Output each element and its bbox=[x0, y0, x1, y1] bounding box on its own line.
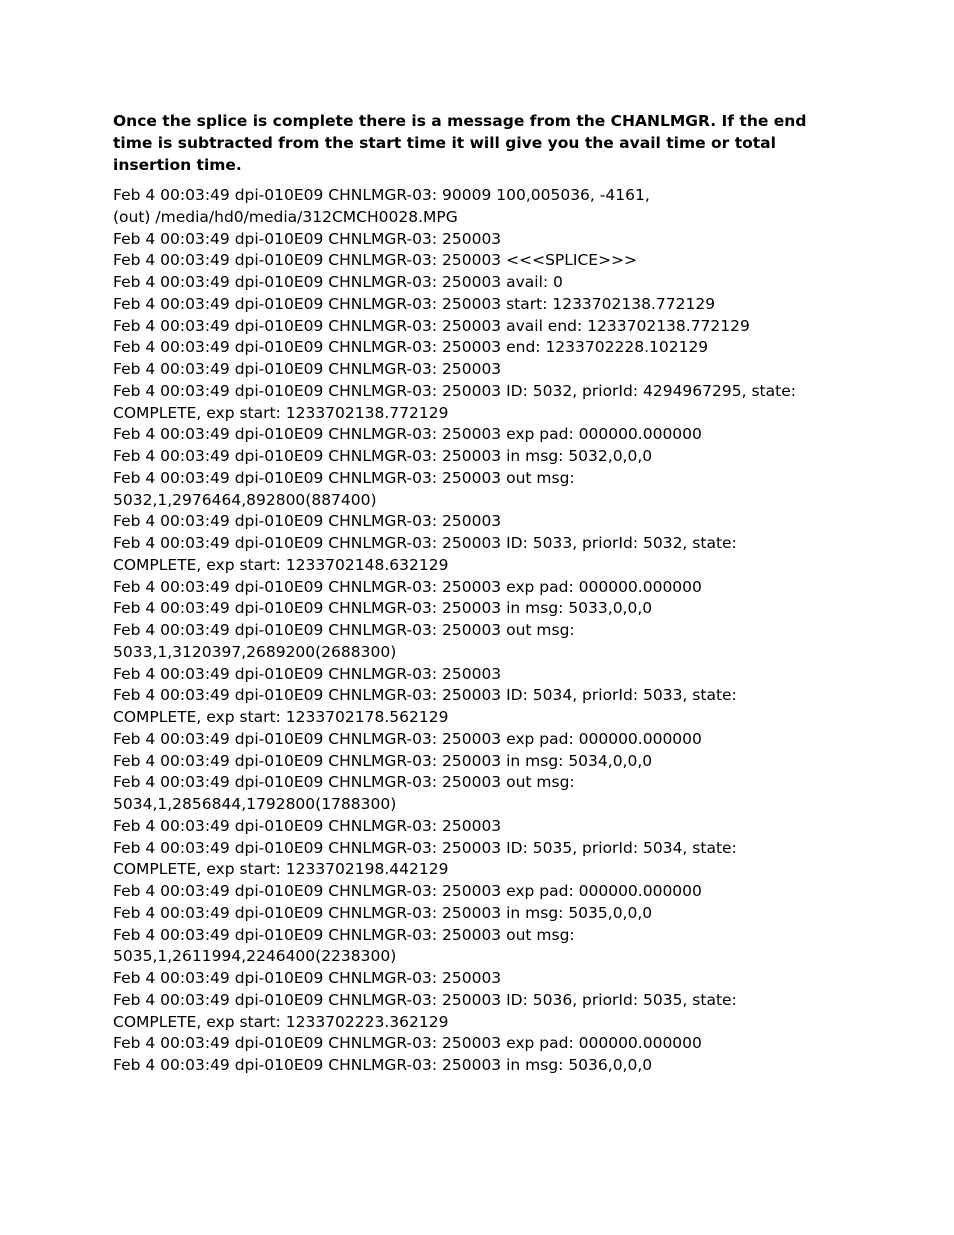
log-line: Feb 4 00:03:49 dpi-010E09 CHNLMGR-03: 250003 end: 1233702228.102129 bbox=[113, 338, 709, 357]
log-line: COMPLETE, exp start: 1233702198.442129 bbox=[113, 860, 449, 879]
log-line: Feb 4 00:03:49 dpi-010E09 CHNLMGR-03: 250003 exp pad: 000000.000000 bbox=[113, 1034, 702, 1053]
log-line: 5035,1,2611994,2246400(2238300) bbox=[113, 947, 397, 966]
log-line: Feb 4 00:03:49 dpi-010E09 CHNLMGR-03: 250003 bbox=[113, 229, 502, 248]
log-line: Feb 4 00:03:49 dpi-010E09 CHNLMGR-03: 250003 bbox=[113, 664, 502, 683]
log-line: Feb 4 00:03:49 dpi-010E09 CHNLMGR-03: 250003 bbox=[113, 360, 502, 378]
log-block bbox=[113, 185, 838, 1077]
log-line: 5033,1,3120397,2689200(2688300) bbox=[113, 642, 397, 661]
intro-line: insertion time. bbox=[113, 156, 242, 174]
log-line: Feb 4 00:03:49 dpi-010E09 CHNLMGR-03: 250003 ID: 5033, priorId: 5032, state: bbox=[113, 534, 737, 552]
log-line: Feb 4 00:03:49 dpi-010E09 CHNLMGR-03: 250003 bbox=[113, 512, 502, 531]
log-line: COMPLETE, exp start: 1233702138.772129 bbox=[113, 403, 449, 422]
log-line: Feb 4 00:03:49 dpi-010E09 CHNLMGR-03: 250003 avail: 0 bbox=[113, 273, 563, 291]
log-line: Feb 4 00:03:49 dpi-010E09 CHNLMGR-03: 250003 in msg: 5036,0,0,0 bbox=[113, 1056, 653, 1074]
log-line: Feb 4 00:03:49 dpi-010E09 CHNLMGR-03: 90009 100,005036, -4161, bbox=[113, 186, 650, 204]
log-line: Feb 4 00:03:49 dpi-010E09 CHNLMGR-03: 250003 bbox=[113, 969, 502, 987]
intro-line: time is subtracted from the start time it will give you the avail time or total bbox=[113, 134, 776, 152]
log-line: Feb 4 00:03:49 dpi-010E09 CHNLMGR-03: 250003 exp pad: 000000.000000 bbox=[113, 729, 702, 748]
log-line: Feb 4 00:03:49 dpi-010E09 CHNLMGR-03: 250003 exp pad: 000000.000000 bbox=[113, 882, 702, 900]
log-line: COMPLETE, exp start: 1233702223.362129 bbox=[113, 1012, 449, 1031]
log-line: (out) /media/hd0/media/312CMCH0028.MPG bbox=[113, 207, 458, 226]
log-line: Feb 4 00:03:49 dpi-010E09 CHNLMGR-03: 250003 ID: 5036, priorId: 5035, state: bbox=[113, 990, 737, 1009]
log-line: Feb 4 00:03:49 dpi-010E09 CHNLMGR-03: 250003 in msg: 5034,0,0,0 bbox=[113, 751, 653, 770]
document-page bbox=[113, 110, 838, 1077]
log-line: Feb 4 00:03:49 dpi-010E09 CHNLMGR-03: 250003 out msg: bbox=[113, 468, 575, 487]
log-line: 5032,1,2976464,892800(887400) bbox=[113, 490, 377, 509]
log-line: Feb 4 00:03:49 dpi-010E09 CHNLMGR-03: 250003 out msg: bbox=[113, 925, 575, 944]
log-line: Feb 4 00:03:49 dpi-010E09 CHNLMGR-03: 250003 ID: 5035, priorId: 5034, state: bbox=[113, 838, 737, 857]
log-line: Feb 4 00:03:49 dpi-010E09 CHNLMGR-03: 250003 exp pad: 000000.000000 bbox=[113, 425, 702, 444]
log-line: Feb 4 00:03:49 dpi-010E09 CHNLMGR-03: 250003 avail end: 1233702138.772129 bbox=[113, 316, 750, 335]
log-line: Feb 4 00:03:49 dpi-010E09 CHNLMGR-03: 250003 bbox=[113, 816, 502, 835]
log-line: Feb 4 00:03:49 dpi-010E09 CHNLMGR-03: 250003 out msg: bbox=[113, 621, 575, 639]
intro-line: Once the splice is complete there is a message from the CHANLMGR. If the end bbox=[113, 112, 807, 130]
log-line: Feb 4 00:03:49 dpi-010E09 CHNLMGR-03: 250003 <<<SPLICE>>> bbox=[113, 251, 638, 270]
log-line: Feb 4 00:03:49 dpi-010E09 CHNLMGR-03: 250003 in msg: 5032,0,0,0 bbox=[113, 447, 653, 465]
log-line: COMPLETE, exp start: 1233702148.632129 bbox=[113, 555, 449, 574]
log-line: Feb 4 00:03:49 dpi-010E09 CHNLMGR-03: 250003 ID: 5032, priorId: 4294967295, state: bbox=[113, 381, 796, 400]
log-line: Feb 4 00:03:49 dpi-010E09 CHNLMGR-03: 250003 start: 1233702138.772129 bbox=[113, 294, 716, 313]
log-line: Feb 4 00:03:49 dpi-010E09 CHNLMGR-03: 250003 in msg: 5033,0,0,0 bbox=[113, 599, 653, 618]
log-line: Feb 4 00:03:49 dpi-010E09 CHNLMGR-03: 250003 ID: 5034, priorId: 5033, state: bbox=[113, 686, 737, 705]
log-line: Feb 4 00:03:49 dpi-010E09 CHNLMGR-03: 250003 exp pad: 000000.000000 bbox=[113, 577, 702, 596]
intro-paragraph bbox=[113, 110, 838, 176]
log-line: 5034,1,2856844,1792800(1788300) bbox=[113, 795, 397, 813]
log-line: Feb 4 00:03:49 dpi-010E09 CHNLMGR-03: 250003 in msg: 5035,0,0,0 bbox=[113, 903, 653, 922]
log-line: COMPLETE, exp start: 1233702178.562129 bbox=[113, 708, 449, 726]
log-line: Feb 4 00:03:49 dpi-010E09 CHNLMGR-03: 250003 out msg: bbox=[113, 773, 575, 792]
